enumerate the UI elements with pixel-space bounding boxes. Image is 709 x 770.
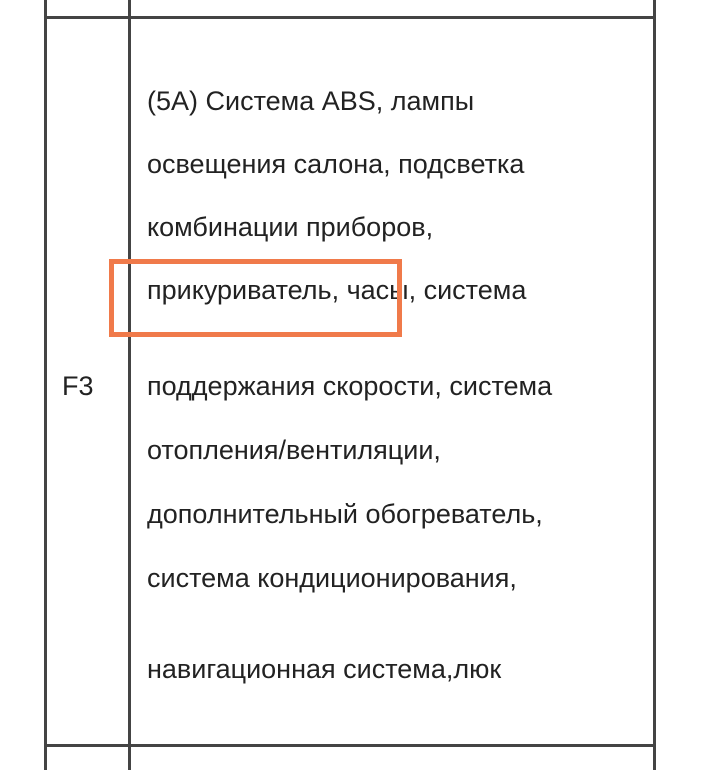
description-line: прикуриватель, часы, система xyxy=(147,275,527,305)
row-divider-bottom xyxy=(44,744,656,747)
table-border-right xyxy=(653,0,656,770)
fuse-id-cell: F3 xyxy=(62,371,94,401)
description-line: система кондиционирования, xyxy=(147,563,517,593)
description-line: (5A) Система ABS, лампы xyxy=(147,86,475,116)
row-divider-top xyxy=(44,16,656,19)
description-line: отопления/вентиляции, xyxy=(147,435,441,465)
description-line: навигационная система,люк xyxy=(147,654,502,684)
description-line: дополнительный обогреватель, xyxy=(147,499,543,529)
description-line: комбинации приборов, xyxy=(147,212,434,242)
table-border-middle xyxy=(128,0,131,770)
description-line: освещения салона, подсветка xyxy=(147,149,525,179)
highlight-box xyxy=(109,259,402,337)
table-border-left xyxy=(44,0,47,770)
description-line: поддержания скорости, система xyxy=(147,371,553,401)
